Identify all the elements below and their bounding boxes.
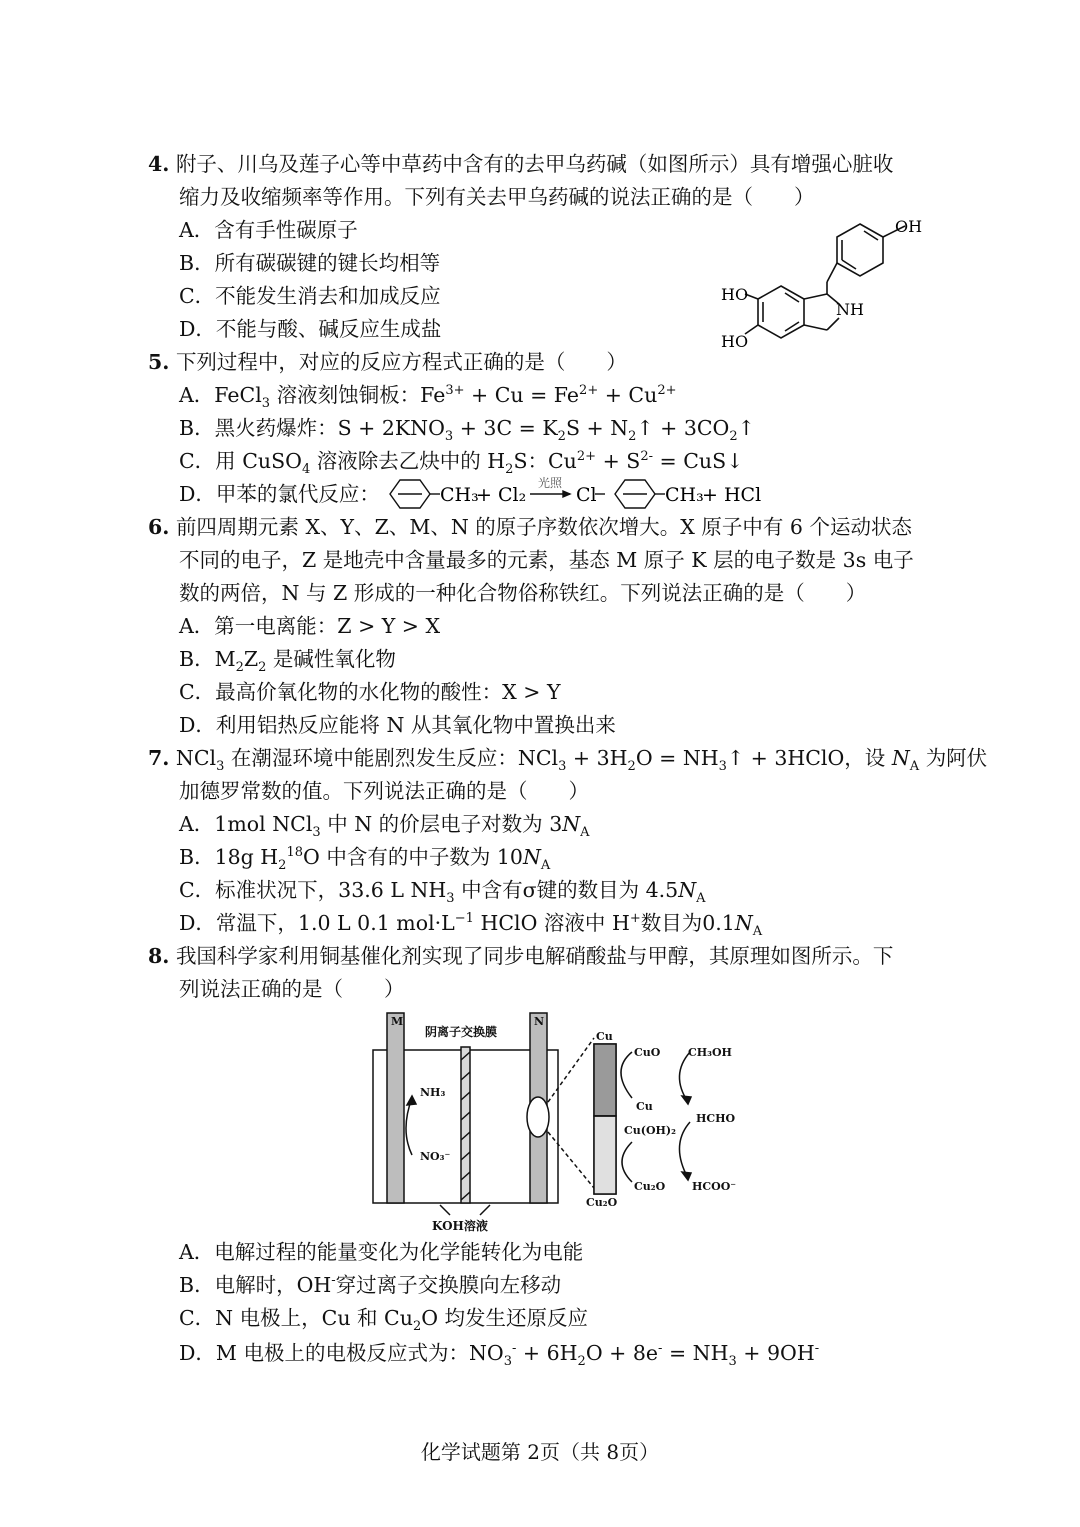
q7-number: 7. (148, 746, 170, 770)
q8-option-a: A．电解过程的能量变化为化学能转化为电能 (179, 1240, 584, 1264)
q5-number: 5. (148, 350, 170, 374)
q7-option-c: C．标准状况下，33.6 L $NH_3$ 中含有σ键的数目为 $4.5N_A$ (179, 878, 706, 907)
q7-b-pre: B．18g H (179, 845, 279, 869)
q7-c-mid: 中含有σ键的数目为 4.5 (461, 878, 679, 902)
nh3-label: NH₃ (420, 1086, 446, 1099)
q7-stem-c: 为阿伏 (925, 746, 988, 770)
q5-stem (148, 346, 627, 378)
q6-option-b: B．$M_2Z_2$ 是碱性氧化物 (179, 647, 396, 676)
q5-stem-text: 下列过程中，对应的反应方程式正确的是（ ） (175, 350, 627, 374)
cu-strip-label: Cu (596, 1030, 613, 1043)
q4-stem-line2: 缩力及收缩频率等作用。下列有关去甲乌药碱的说法正确的是（ ） (179, 185, 815, 209)
q6-option-a: A．第一电离能：Z > Y > X (179, 614, 441, 638)
q7-c-pre: C．标准状况下，33.6 L NH (179, 878, 447, 902)
q4-number: 4. (148, 152, 170, 176)
q7-a-mid: 中 N 的价层电子对数为 3 (327, 812, 563, 836)
no3-label: NO₃⁻ (420, 1150, 451, 1163)
q7-stem-b: ，设 (844, 746, 892, 770)
q8-stem-line2: 列说法正确的是（ ） (179, 977, 405, 1001)
q4-option-d: D．不能与酸、碱反应生成盐 (179, 317, 442, 341)
q7-d-mid: HClO 溶液中 H (480, 911, 630, 935)
hcoo-label: HCOO⁻ (692, 1180, 737, 1193)
q8-number: 8. (148, 944, 170, 968)
q6-number: 6. (148, 515, 170, 539)
q8-option-d: D．M 电极上的电极反应式为：$NO_3^- + 6H_2O + 8e^- = NH_3 + 9OH^-$ (179, 1341, 820, 1370)
q8-stem-text1: 我国科学家利用铜基催化剂实现了同步电解硝酸盐与甲醇，其原理如图所示。下 (175, 944, 894, 968)
hcho-label: HCHO (696, 1112, 736, 1125)
q8-option-c: C．N 电极上，Cu 和 $Cu_2O$ 均发生还原反应 (179, 1306, 589, 1335)
q7-stem-a: 在潮湿环境中能剧烈发生反应：NCl (230, 746, 559, 770)
q5-d-pre: D．甲苯的氯代反应： (179, 482, 380, 506)
cuoh2-label: Cu(OH)₂ (624, 1124, 676, 1137)
ch3-label-2: CH₃ (665, 484, 704, 506)
q8-stem-line1 (148, 940, 893, 972)
cl-label: Cl (576, 484, 597, 506)
q8-d-tail2: O + 8e (585, 1341, 659, 1365)
electrolysis-diagram (370, 1010, 770, 1235)
q7-b-mid: O 中含有的中子数为 10 (303, 845, 523, 869)
q5-b-pre: B．黑火药爆炸：S + 2KNO (179, 416, 445, 440)
q6-stem-line3: 数的两倍，N 与 Z 形成的一种化合物俗称铁红。下列说法正确的是（ ） (179, 581, 867, 605)
q7-option-a: A．1mol NCl$_3$ 中 N 的价层电子对数为 $3N_A$ (179, 812, 590, 841)
q5-option-d (179, 478, 380, 510)
q6-stem-line1 (148, 511, 912, 543)
q8-option-b: B．电解时，OH-穿过离子交换膜向左移动 (179, 1273, 562, 1297)
q6-b-tail: 是碱性氧化物 (272, 647, 396, 671)
q5-a-mid: 溶液刻蚀铜板：Fe (276, 383, 446, 407)
q4-stem-text1: 附子、川乌及莲子心等中草药中含有的去甲乌药碱（如图所示）具有增强心脏收 (175, 152, 894, 176)
q7-d-end: 数目为0.1 (640, 911, 735, 935)
q7-option-b: B．18g $H_2^{18}O$ 中含有的中子数为 $10N_A$ (179, 845, 551, 874)
q4-option-a: A．含有手性碳原子 (179, 218, 358, 242)
nh-label: NH (836, 300, 864, 319)
q8-c-tail: O 均发生还原反应 (421, 1306, 589, 1330)
q4-stem-line1 (148, 148, 893, 180)
q6-stem-text1: 前四周期元素 X、Y、Z、M、N 的原子序数依次增大。X 原子中有 6 个运动状态 (175, 515, 912, 539)
membrane-label: 阴离子交换膜 (425, 1025, 498, 1039)
ch3oh-label: CH₃OH (688, 1046, 732, 1059)
q8-d-tail3: = NH (668, 1341, 729, 1365)
q5-a-pre: A．FeCl (179, 383, 262, 407)
norcoclaurine-structure (715, 212, 935, 357)
q8-b-pre: B．电解时，OH (179, 1273, 332, 1297)
q6-stem-line2: 不同的电子，Z 是地壳中含量最多的元素，基态 M 原子 K 层的电子数是 3s 电子 (179, 548, 914, 572)
q8-d-pre: D．M 电极上的电极反应式为：NO (179, 1341, 504, 1365)
q5-option-c: C．用 CuSO$_4$ 溶液除去乙炔中的 $H_2S$：$Cu^{2+} + S^{2-}$ = CuS↓ (179, 449, 744, 478)
q4-option-b: B．所有碳碳键的键长均相等 (179, 251, 441, 275)
ch3-label-1: CH₃ (440, 484, 479, 506)
q8-c-pre: C．N 电极上，Cu 和 Cu (179, 1306, 413, 1330)
q8-d-tail: + 6H (522, 1341, 578, 1365)
q5-c-mid: 溶液除去乙炔中的 H (316, 449, 506, 473)
q7-d-pre: D．常温下，1.0 L 0.1 mol·L (179, 911, 455, 935)
q8-d-tail4: + 9OH (743, 1341, 815, 1365)
toluene-chlorination-equation (380, 474, 780, 514)
q7-a-pre: A．1mol NCl (179, 812, 313, 836)
oh-label-top: OH (895, 217, 923, 236)
cu-label: Cu (636, 1100, 653, 1113)
electrode-m-label: M (391, 1015, 404, 1028)
q6-option-d: D．利用铝热反应能将 N 从其氧化物中置换出来 (179, 713, 616, 737)
cu2o-strip-label: Cu₂O (586, 1196, 618, 1209)
plus-cl2: + Cl₂ (476, 484, 527, 506)
q5-option-b: B．黑火药爆炸：$S + 2KNO_3 + 3C = K_2S$ + $N_2↑$ + $3CO_2↑$ (179, 416, 755, 445)
cu2o-label: Cu₂O (634, 1180, 666, 1193)
light-condition: 光照 (538, 476, 563, 490)
page-footer: 化学试题第 2页（共 8页） (420, 1440, 660, 1464)
q4-option-c: C．不能发生消去和加成反应 (179, 284, 441, 308)
q7-stem-line1: 7. NCl$_3$ 在潮湿环境中能剧烈发生反应：$NCl_3 + 3H_2O$ = $NH_3↑$ + 3HClO，设 $N_A$ 为阿伏 (148, 746, 988, 775)
q7-option-d: D．常温下，1.0 L 0.1 $mol\cdot L^{-1}$ HClO 溶液中 H+数目为$0.1N_A$ (179, 911, 763, 940)
q7-stem-line2: 加德罗常数的值。下列说法正确的是（ ） (179, 779, 589, 803)
q5-c-pre: C．用 CuSO (179, 449, 302, 473)
electrode-n-label: N (534, 1015, 545, 1028)
plus-hcl: + HCl (702, 484, 762, 506)
q8-b-tail: 穿过离子交换膜向左移动 (335, 1273, 562, 1297)
q6-option-c: C．最高价氧化物的水化物的酸性：X > Y (179, 680, 561, 704)
koh-label: KOH溶液 (432, 1219, 488, 1233)
ho-label-2: HO (721, 332, 749, 351)
ho-label-1: HO (721, 285, 749, 304)
q5-option-a: A．FeCl$_3$ 溶液刻蚀铜板：$Fe^{3+} + Cu = Fe^{2+} + Cu^{2+}$ (179, 383, 677, 412)
cuo-label: CuO (634, 1046, 661, 1059)
